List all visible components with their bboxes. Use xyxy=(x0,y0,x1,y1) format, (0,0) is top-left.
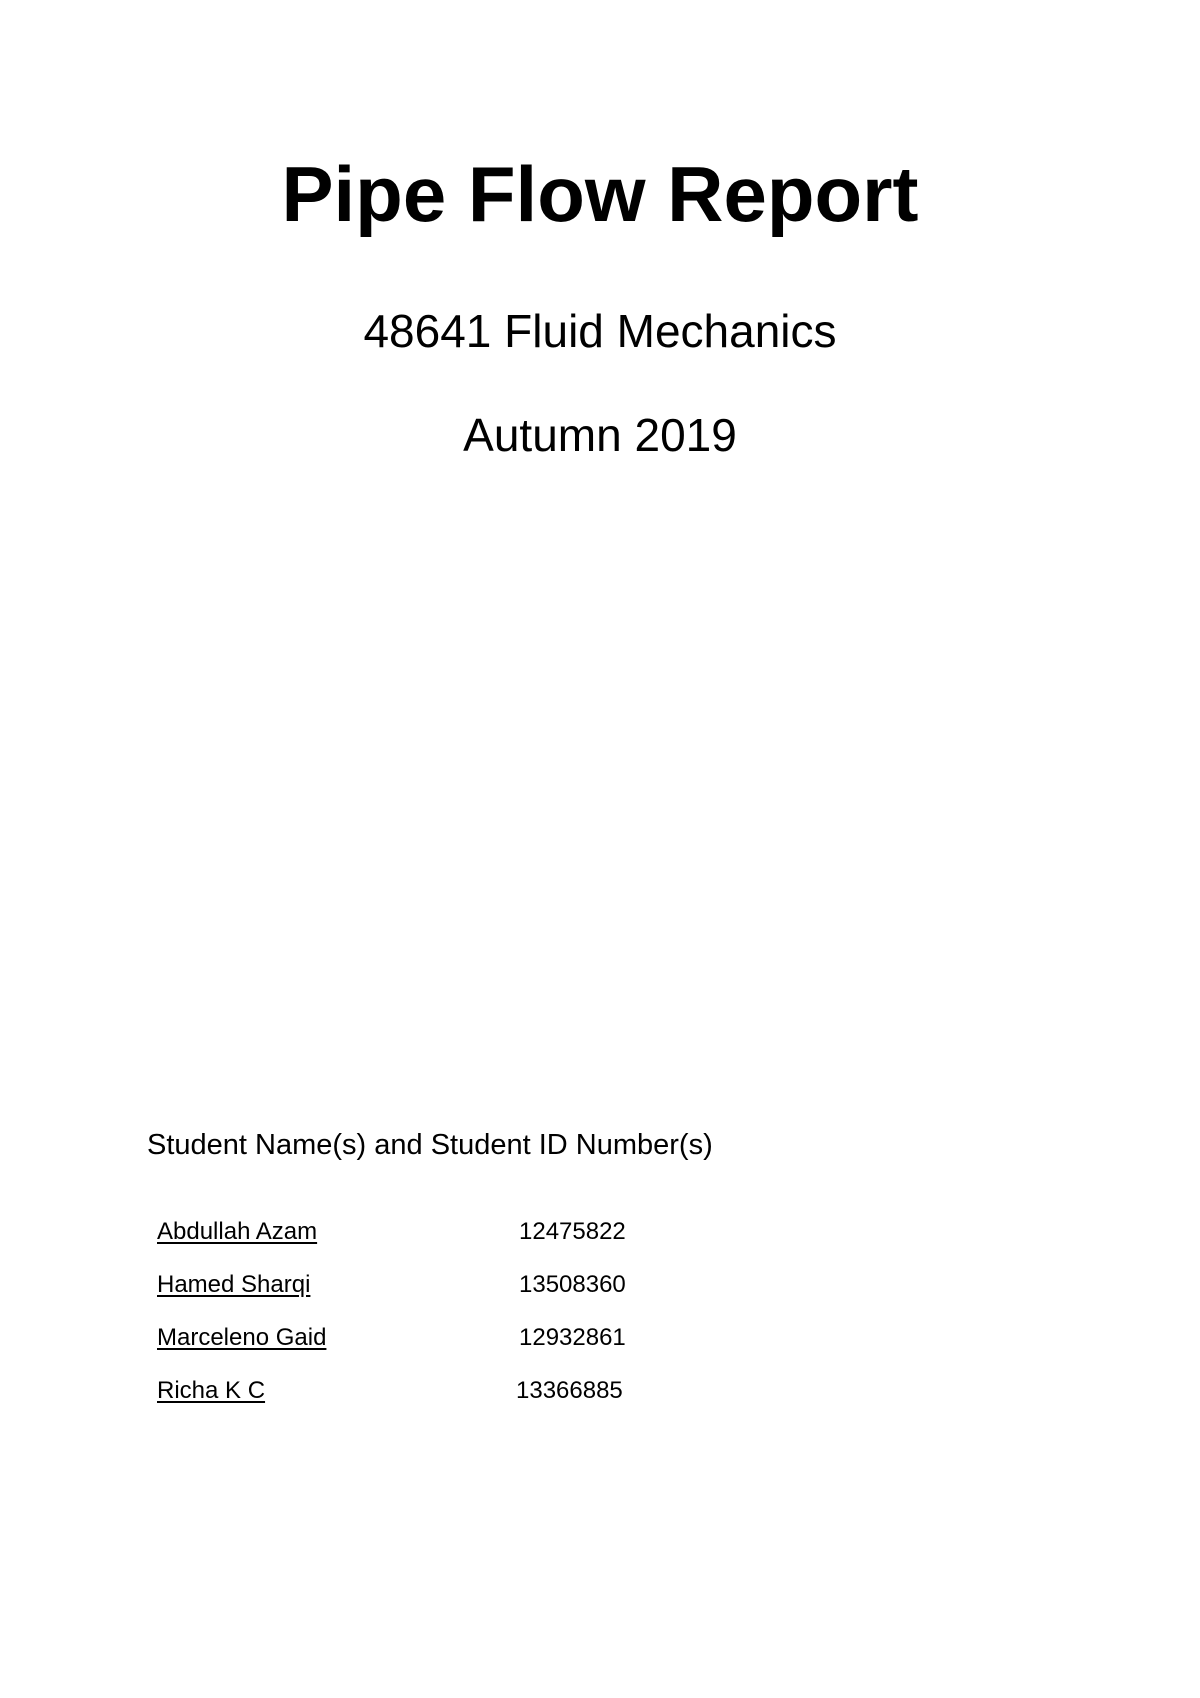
student-row xyxy=(157,1214,717,1267)
students-heading: Student Name(s) and Student ID Number(s) xyxy=(147,1129,713,1161)
student-row xyxy=(157,1373,717,1426)
student-id: 13508360 xyxy=(519,1271,626,1298)
course-name: 48641 Fluid Mechanics xyxy=(363,305,837,357)
student-name: Hamed Sharqi xyxy=(157,1271,311,1298)
student-list xyxy=(157,1214,717,1426)
student-id: 13366885 xyxy=(516,1377,623,1404)
student-name: Marceleno Gaid xyxy=(157,1324,327,1351)
term: Autumn 2019 xyxy=(463,409,737,461)
student-id: 12475822 xyxy=(519,1218,626,1245)
student-row xyxy=(157,1320,717,1373)
student-name: Richa K C xyxy=(157,1377,266,1404)
report-title: Pipe Flow Report xyxy=(281,150,919,238)
student-name: Abdullah Azam xyxy=(157,1218,318,1245)
student-id: 12932861 xyxy=(519,1324,626,1351)
student-row xyxy=(157,1267,717,1320)
